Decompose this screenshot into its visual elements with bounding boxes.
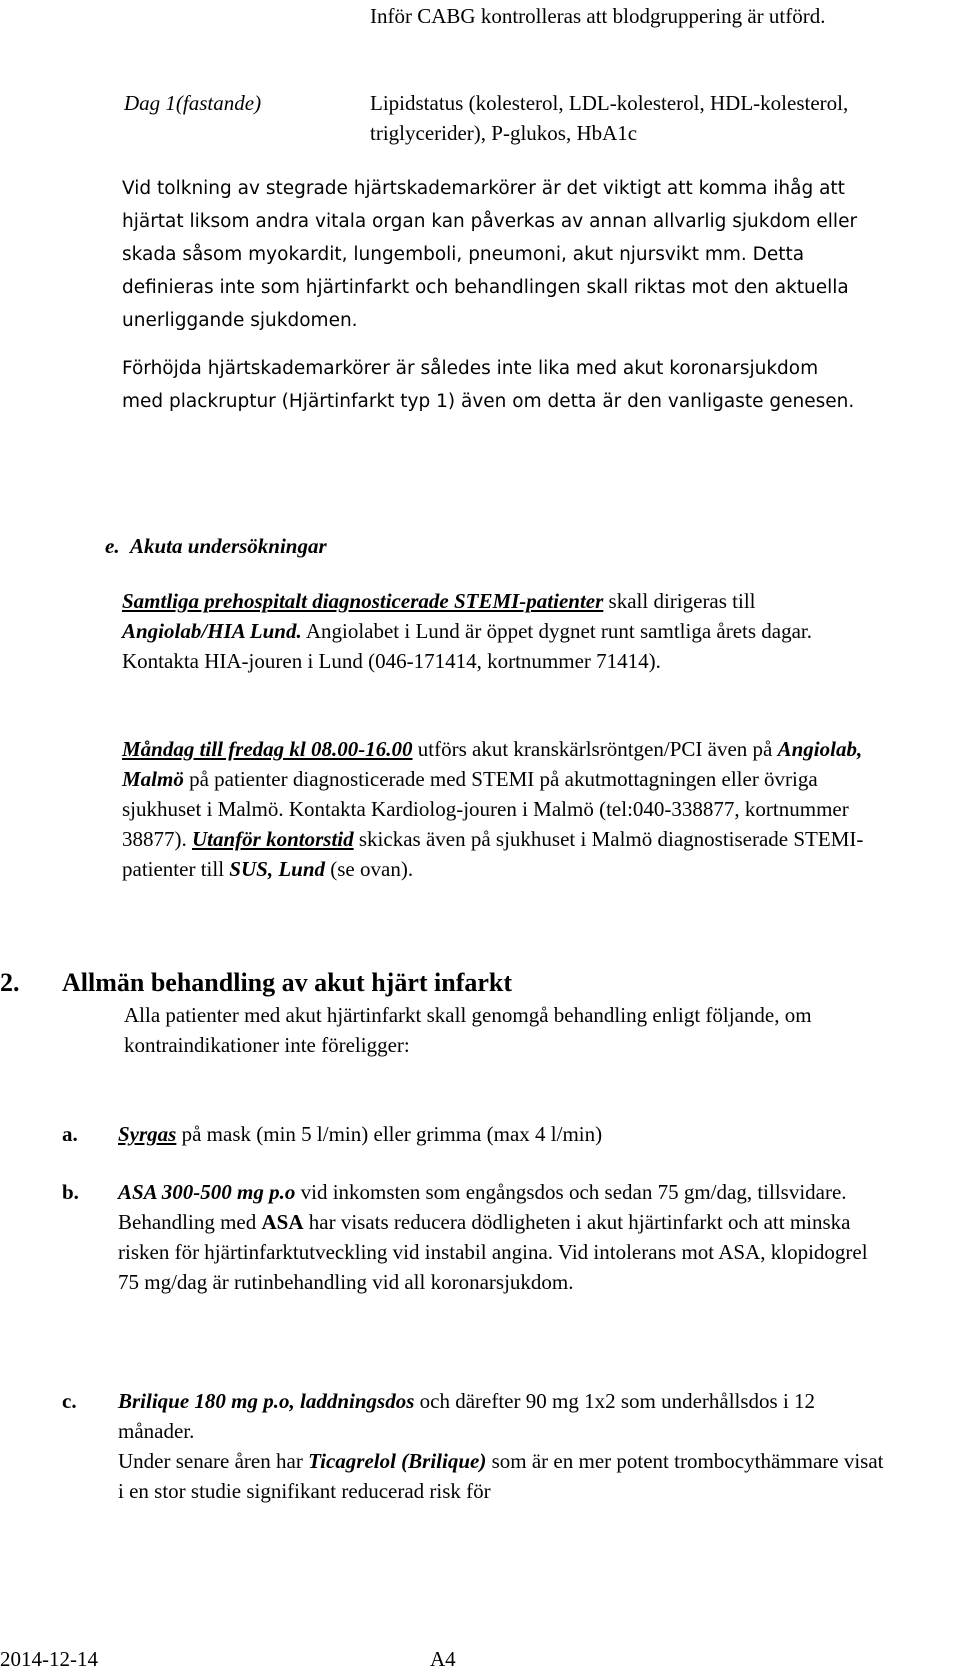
- stemi-routing-paragraph: Samtliga prehospitalt diagnosticerade STEMI-patienter skall dirigeras till Angiolab/HIA Lund. Angiolabet i Lund är öppet dygnet runt samtliga årets dagar. Kontakta HIA-jouren i Lund (046-171414, kortnummer 71414).: [122, 589, 813, 673]
- cabg-note: Inför CABG kontrolleras att blodgruppering är utförd.: [370, 4, 826, 28]
- sus-lund: SUS, Lund: [229, 857, 326, 881]
- section-e-heading: Akuta undersökningar: [130, 534, 327, 558]
- day1-label: Dag 1(fastande): [124, 91, 262, 115]
- footer-date: 2014-12-14: [0, 1647, 98, 1671]
- brilique-lead: Brilique 180 mg p.o, laddningsdos: [118, 1389, 415, 1413]
- section-2-heading: Allmän behandling av akut hjärt infarkt: [62, 968, 513, 997]
- angiolab-malmo: Angiolab, Malmö: [122, 737, 863, 791]
- angiolab-lund: Angiolab/HIA Lund.: [122, 619, 302, 643]
- oxygen-lead: Syrgas: [118, 1122, 177, 1146]
- weekday-hours: Måndag till fredag kl 08.00-16.00: [122, 737, 413, 761]
- stemi-lead: Samtliga prehospitalt diagnosticerade STEMI-patienter: [122, 589, 604, 613]
- footer-page: A4: [430, 1647, 456, 1671]
- asa-bold: ASA: [261, 1210, 304, 1234]
- section-e-marker: e.: [105, 534, 120, 558]
- item-b-marker: b.: [62, 1180, 79, 1204]
- malmo-paragraph: Måndag till fredag kl 08.00-16.00 utförs akut kranskärlsröntgen/PCI även på Angiolab, Malmö på patienter diagnosticerade med STEMI på akutmottagningen eller övriga sjukhuset i Malmö. Kontakta Kardiolog-jouren i Malmö (tel:040-338877, kortnummer 38877). Utanför kontorstid skickas även på sjukhuset i Malmö diagnostiserade STEMI-patienter till SUS, Lund (se ovan).: [122, 737, 864, 881]
- off-hours: Utanför kontorstid: [192, 827, 354, 851]
- interpretation-paragraph: Vid tolkning av stegrade hjärtskademarkörer är det viktigt att komma ihåg att hjärtat liksom andra vitala organ kan påverkas av annan allvarlig sjukdom eller skada såsom myokardit, lungemboli, pneumoni, akut njursvikt mm. Detta definieras inte som hjärtinfarkt och behandlingen skall riktas mot den aktuella unerliggande sjukdomen.: [122, 178, 858, 331]
- ticagrelor: Ticagrelol (Brilique): [308, 1449, 487, 1473]
- asa-lead: ASA 300-500 mg p.o: [118, 1180, 296, 1204]
- item-c-marker: c.: [62, 1389, 77, 1413]
- item-a-oxygen: Syrgas på mask (min 5 l/min) eller grimma (max 4 l/min): [118, 1122, 603, 1146]
- section-2-intro: Alla patienter med akut hjärtinfarkt skall genomgå behandling enligt följande, om kontraindikationer inte föreligger:: [124, 1003, 812, 1057]
- markers-paragraph: Förhöjda hjärtskademarkörer är således inte lika med akut koronarsjukdom med plackruptur (Hjärtinfarkt typ 1) även om detta är den vanligaste genesen.: [122, 358, 855, 412]
- item-b-asa: ASA 300-500 mg p.o vid inkomsten som engångsdos och sedan 75 gm/dag, tillsvidare. Behandling med ASA har visats reducera dödligheten i akut hjärtinfarkt och att minska risken för hjärtinfarktutveckling vid instabil angina. Vid intolerans mot ASA, klopidogrel 75 mg/dag är rutinbehandling vid all koronarsjukdom.: [118, 1180, 868, 1294]
- item-c-brilique: Brilique 180 mg p.o, laddningsdos och därefter 90 mg 1x2 som underhållsdos i 12 månader. Under senare åren har Ticagrelol (Brilique) som är en mer potent trombocythämmare visat i en stor studie signifikant reducerad risk för: [118, 1389, 884, 1503]
- section-2-number: 2.: [0, 968, 20, 997]
- day1-lab-list: Lipidstatus (kolesterol, LDL-kolesterol, HDL-kolesterol, triglycerider), P-glukos, HbA1c: [370, 91, 849, 145]
- item-a-marker: a.: [62, 1122, 78, 1146]
